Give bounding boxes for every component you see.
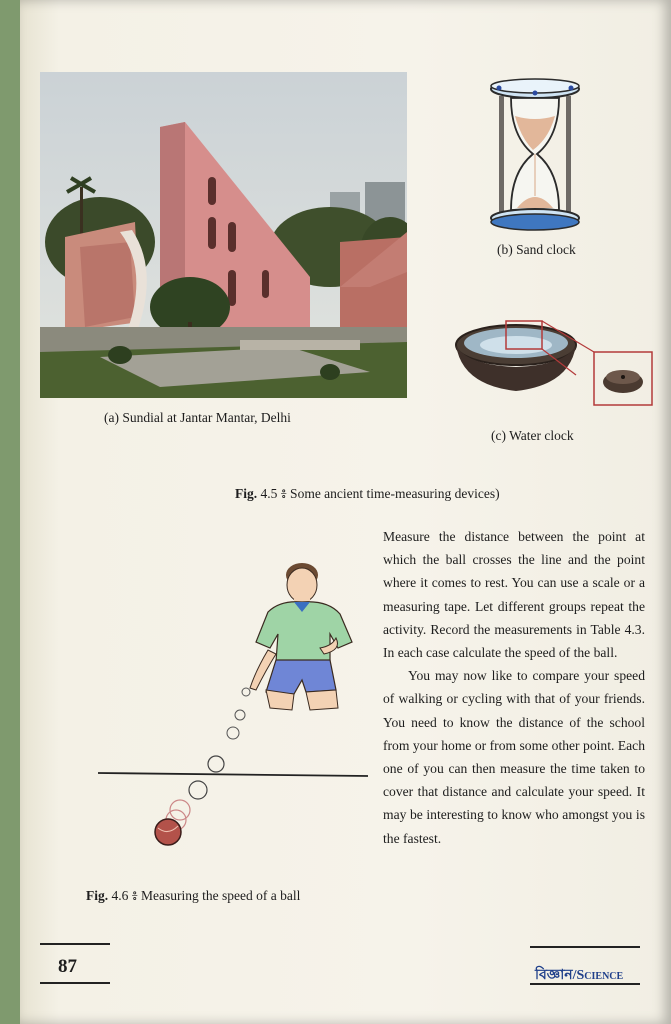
figure-caption-text: 4.5 ៖ Some ancient time-measuring devices) [260,486,500,501]
sand-clock-illustration [485,76,585,234]
paragraph-1: Measure the distance between the point at which the ball crosses the line and the point where it comes to rest. You can use a scale or a measuring tape. Let different groups repeat the activity. Record the measurements in Table 4.3. In each case calculate the speed of the ball. [383,529,645,661]
page-number: 87 [58,956,77,977]
figure-4-6-caption [86,887,300,907]
book-title-bengali: বিজ্ঞান/ [535,968,577,983]
textbook-page [20,0,671,1024]
footer-rule-left-top [40,943,110,945]
footer-rule-left-bottom [40,982,110,984]
figure-label: Fig. [235,486,258,501]
caption-sundial: (a) Sundial at Jantar Mantar, Delhi [104,410,291,425]
figure-caption-text: 4.6 ៖ Measuring the speed of a ball [111,888,301,903]
paragraph-2: You may now like to compare your speed of walking or cycling with that of your friends. You need to know the distance of the school from your home or from some other point. Each one of you can then measure the time taken to cover that distance and calculate your speed. It may be interesting to know who amongst you is the fastest. [383,668,645,846]
body-text [383,525,645,850]
figure-4-5-caption [235,485,500,505]
caption-water-clock: (c) Water clock [491,428,574,443]
sundial-photo [40,72,407,398]
figure-label: Fig. [86,888,109,903]
book-title-english: Science [576,968,624,983]
footer-rule-right-top [530,946,640,948]
caption-sand-clock: (b) Sand clock [497,242,576,257]
water-clock-illustration [454,315,654,410]
footer-rule-right-bottom [530,983,640,985]
ball-speed-illustration [80,550,380,860]
